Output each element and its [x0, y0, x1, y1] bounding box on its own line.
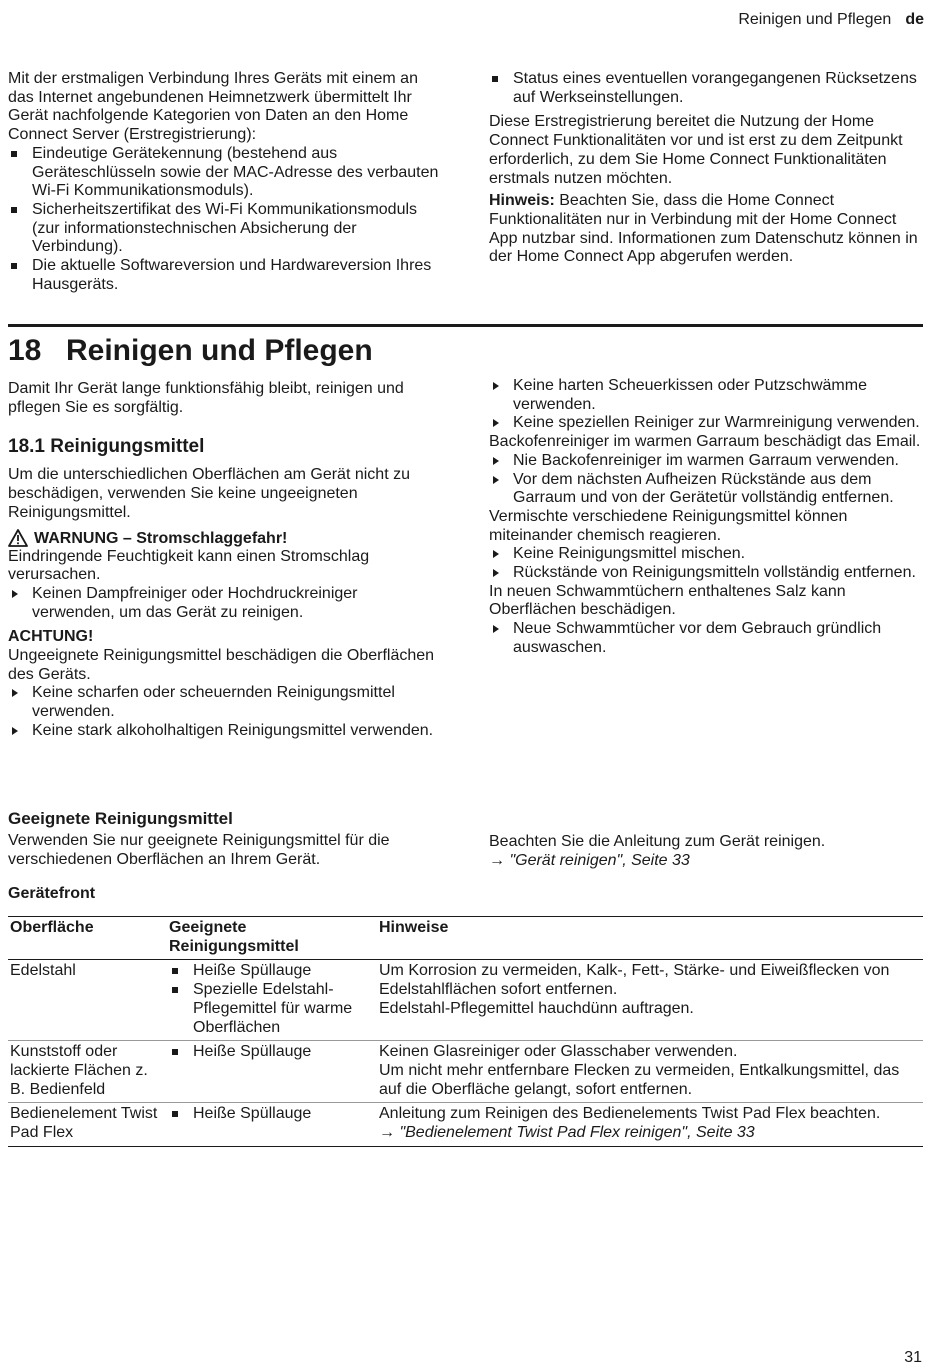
- list-item: Status eines eventuellen vorangegangenen Rücksetzens auf Werkseinstellungen.: [489, 70, 925, 107]
- front-subheading: Gerätefront: [8, 885, 96, 902]
- steps-list-c: [489, 545, 925, 582]
- table-header-agents: Geeignete Reinigungsmittel: [167, 917, 377, 960]
- chapter-title: Reinigen und Pflegen: [66, 334, 373, 367]
- list-item: Keine stark alkoholhaltigen Reinigungsmittel verwenden.: [8, 722, 440, 741]
- section-paragraph: Um die unterschiedlichen Oberflächen am Gerät nicht zu beschädigen, verwenden Sie keine ungeeigneten Reinigungsmittel.: [8, 466, 410, 521]
- chapter-rule: [8, 324, 923, 327]
- note-line: Um Korrosion zu vermeiden, Kalk-, Fett-, Stärke- und Eiweißflecken von Edelstahlflächen sofort entfernen.: [379, 962, 890, 999]
- warning-triangle-icon: [8, 529, 28, 547]
- list-item: Spezielle Edelstahl-Pflegemittel für warme Oberflächen: [169, 981, 375, 1037]
- intro-right-list: [489, 70, 925, 107]
- steps-list-d: [489, 620, 925, 657]
- table-row: [8, 1103, 923, 1146]
- twist-pad-link[interactable]: "Bedienelement Twist Pad Flex reinigen", Seite 33: [399, 1124, 755, 1142]
- suitable-left-column: [8, 809, 440, 869]
- caution-title: ACHTUNG!: [8, 628, 94, 646]
- warning-title: WARNUNG – Stromschlaggefahr!: [34, 529, 288, 547]
- device-cleaning-link[interactable]: "Gerät reinigen", Seite 33: [509, 851, 690, 869]
- agents-list: [169, 962, 375, 1037]
- table-cell-notes: [377, 1041, 923, 1103]
- sponge-paragraph: In neuen Schwammtüchern enthaltenes Salz kann Oberflächen beschädigen.: [489, 582, 846, 619]
- cleaning-table: [8, 916, 923, 1147]
- table-cell-agents: [167, 1103, 377, 1146]
- intro-right-column: [489, 70, 925, 267]
- suitable-paragraph: Verwenden Sie nur geeignete Reinigungsmittel für die verschiedenen Oberflächen an Ihrem Gerät.: [8, 832, 390, 868]
- section-heading-18-1: 18.1 Reinigungsmittel: [8, 436, 205, 458]
- table-cell-surface: Bedienelement Twist Pad Flex: [8, 1103, 167, 1146]
- warning-steps: [8, 585, 440, 622]
- section-right-column: [489, 377, 925, 658]
- chapter-intro: Damit Ihr Gerät lange funktionsfähig bleibt, reinigen und pflegen Sie es sorgfältig.: [8, 380, 404, 416]
- intro-data-list: [8, 145, 440, 295]
- list-item: Vor dem nächsten Aufheizen Rückstände aus dem Garraum und von der Gerätetür vollständig entfernen.: [489, 471, 925, 508]
- table-cell-notes: [377, 960, 923, 1041]
- chapter-number: 18: [8, 334, 42, 367]
- list-item: Keine harten Scheuerkissen oder Putzschwämme verwenden.: [489, 377, 925, 414]
- list-item: Heiße Spüllauge: [169, 1043, 375, 1062]
- list-item: Heiße Spüllauge: [169, 962, 375, 981]
- steps-list-a: [489, 377, 925, 433]
- agents-list: [169, 1105, 375, 1124]
- list-item: Neue Schwammtücher vor dem Gebrauch gründlich auswaschen.: [489, 620, 925, 657]
- oven-cleaner-paragraph: Backofenreiniger im warmen Garraum beschädigt das Email.: [489, 433, 921, 451]
- list-item: Eindeutige Gerätekennung (bestehend aus Geräteschlüsseln sowie der MAC-Adresse des verbauten Wi-Fi Kommunikationsmoduls).: [8, 145, 440, 201]
- steps-list-b: [489, 452, 925, 508]
- intro-paragraph: Mit der erstmaligen Verbindung Ihres Geräts mit einem an das Internet angebundenen Heimnetzwerk übermittelt Ihr Gerät nachfolgende Kategorien von Daten an den Home Connect Server (Erstregistrierung):: [8, 70, 418, 144]
- table-cell-notes: [377, 1103, 923, 1146]
- table-cell-surface: Kunststoff oder lackierte Flächen z. B. Bedienfeld: [8, 1041, 167, 1103]
- table-header-notes: Hinweise: [377, 917, 923, 960]
- note-text: Beachten Sie, dass die Home Connect Funktionalitäten nur in Verbindung mit der Home Connect App nutzbar sind. Informationen zum Datenschutz können in der Home Connect App abgerufen werden.: [489, 192, 918, 266]
- arrow-right-icon: →: [489, 851, 510, 869]
- chapter-heading: [8, 332, 373, 370]
- running-header: [738, 11, 924, 29]
- list-item: Keine Reinigungsmittel mischen.: [489, 545, 925, 564]
- list-item: Keine scharfen oder scheuernden Reinigungsmittel verwenden.: [8, 684, 440, 721]
- mixing-paragraph: Vermischte verschiedene Reinigungsmittel können miteinander chemisch reagieren.: [489, 507, 848, 544]
- table-cell-surface: Edelstahl: [8, 960, 167, 1041]
- arrow-right-icon: →: [379, 1124, 400, 1142]
- registration-paragraph: Diese Erstregistrierung bereitet die Nutzung der Home Connect Funktionalitäten vor und ist erst zu dem Zeitpunkt erforderlich, zu dem Sie Home Connect Funktionalitäten erstmals nutzen möchten.: [489, 113, 903, 187]
- table-row: [8, 1041, 923, 1103]
- note-line: Edelstahl-Pflegemittel hauchdünn auftragen.: [379, 999, 694, 1017]
- note-label: Hinweis:: [489, 192, 555, 210]
- intro-left-column: [8, 70, 440, 294]
- note-line: Um nicht mehr entfernbare Flecken zu vermeiden, Entkalkungsmittel, das auf die Oberfläche gelangt, sofort entfernen.: [379, 1061, 900, 1098]
- suitable-right-text: Beachten Sie die Anleitung zum Gerät reinigen.: [489, 833, 826, 850]
- suitable-heading: Geeignete Reinigungsmittel: [8, 809, 233, 828]
- note-line: Keinen Glasreiniger oder Glasschaber verwenden.: [379, 1043, 738, 1061]
- warning-heading: [8, 529, 440, 548]
- list-item: Keinen Dampfreiniger oder Hochdruckreiniger verwenden, um das Gerät zu reinigen.: [8, 585, 440, 622]
- note-paragraph: [489, 192, 925, 267]
- device-cleaning-reference[interactable]: [489, 852, 925, 871]
- page-number: 31: [904, 1349, 922, 1366]
- table-cell-agents: [167, 960, 377, 1041]
- table-header-row: [8, 917, 923, 960]
- table-row: [8, 960, 923, 1041]
- table-cell-agents: [167, 1041, 377, 1103]
- list-item: Keine speziellen Reiniger zur Warmreinigung verwenden.: [489, 414, 925, 433]
- caution-steps: [8, 684, 440, 740]
- section-left-column: [8, 380, 440, 741]
- twist-pad-reference[interactable]: [379, 1124, 921, 1143]
- list-item: Heiße Spüllauge: [169, 1105, 375, 1124]
- table-header-surface: Oberfläche: [8, 917, 167, 960]
- list-item: Die aktuelle Softwareversion und Hardwareversion Ihres Hausgeräts.: [8, 257, 440, 294]
- note-line: Anleitung zum Reinigen des Bedienelements Twist Pad Flex beachten.: [379, 1105, 881, 1123]
- list-item: Rückstände von Reinigungsmitteln vollständig entfernen.: [489, 564, 925, 583]
- header-language: de: [905, 11, 924, 28]
- agents-list: [169, 1043, 375, 1062]
- caution-text: Ungeeignete Reinigungsmittel beschädigen die Oberflächen des Geräts.: [8, 647, 435, 683]
- header-section-title: Reinigen und Pflegen: [738, 11, 892, 28]
- list-item: Nie Backofenreiniger im warmen Garraum verwenden.: [489, 452, 925, 471]
- list-item: Sicherheitszertifikat des Wi-Fi Kommunikationsmoduls (zur informationstechnischen Absicherung der Verbindung).: [8, 201, 440, 257]
- warning-text: Eindringende Feuchtigkeit kann einen Stromschlag verursachen.: [8, 547, 370, 584]
- suitable-right-column: [489, 833, 925, 870]
